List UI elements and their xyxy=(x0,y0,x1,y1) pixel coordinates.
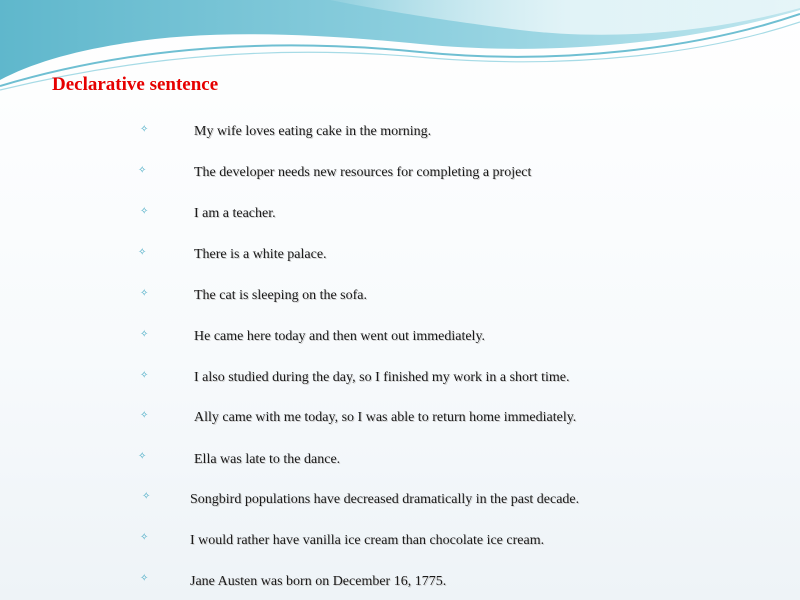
bullet-text: I also studied during the day, so I finished my work in a short time. xyxy=(194,370,570,385)
diamond-bullet-icon: ✧ xyxy=(138,247,147,258)
bullet-text: Ella was late to the dance. xyxy=(194,452,341,467)
diamond-bullet-icon: ✧ xyxy=(138,451,147,462)
diamond-bullet-icon: ✧ xyxy=(140,532,149,543)
bullet-text: Jane Austen was born on December 16, 1775. xyxy=(190,574,447,589)
diamond-bullet-icon: ✧ xyxy=(140,124,149,135)
diamond-bullet-icon: ✧ xyxy=(138,165,147,176)
diamond-bullet-icon: ✧ xyxy=(140,370,149,381)
diamond-bullet-icon: ✧ xyxy=(140,410,149,421)
bullet-text: My wife loves eating cake in the morning. xyxy=(194,124,432,139)
diamond-bullet-icon: ✧ xyxy=(140,573,149,584)
diamond-bullet-icon: ✧ xyxy=(142,491,151,502)
bullet-text: The cat is sleeping on the sofa. xyxy=(194,288,368,303)
bullet-text: Ally came with me today, so I was able to return home immediately. xyxy=(194,410,577,425)
bullet-text: I am a teacher. xyxy=(194,206,276,221)
bullet-text: Songbird populations have decreased dramatically in the past decade. xyxy=(190,492,580,507)
diamond-bullet-icon: ✧ xyxy=(140,206,149,217)
diamond-bullet-icon: ✧ xyxy=(140,329,149,340)
diamond-bullet-icon: ✧ xyxy=(140,288,149,299)
bullet-text: He came here today and then went out immediately. xyxy=(194,329,486,344)
bullet-text: The developer needs new resources for completing a project xyxy=(194,165,532,180)
bullet-text: I would rather have vanilla ice cream than chocolate ice cream. xyxy=(190,533,545,548)
bullet-text: There is a white palace. xyxy=(194,247,327,262)
slide-title: Declarative sentence xyxy=(52,74,219,95)
